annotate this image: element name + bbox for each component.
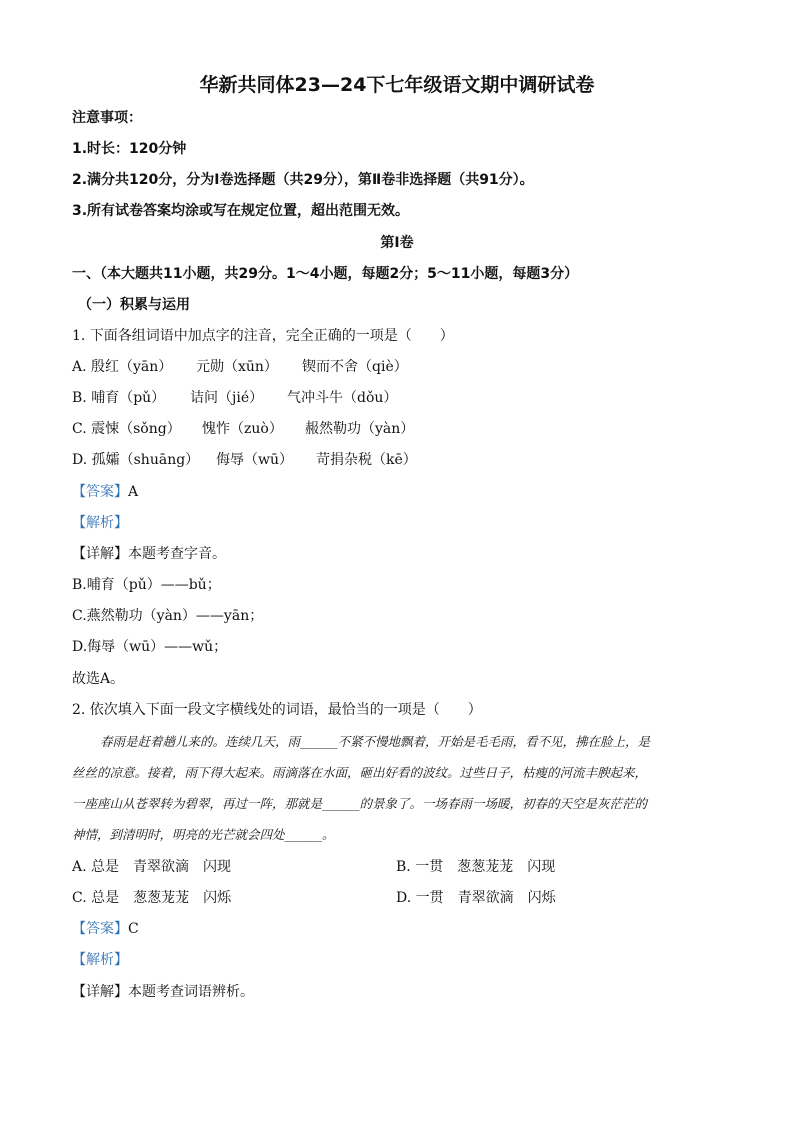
notice-item-1: 1.时长：120分钟 xyxy=(72,141,187,157)
q2-analysis xyxy=(72,950,128,970)
q1-d-word-3: 苛捐杂税（kē） xyxy=(316,452,417,468)
detail-tag: 【详解】 xyxy=(72,984,128,1000)
answer-tag: 【答案】 xyxy=(72,921,128,937)
q1-analysis xyxy=(72,513,128,533)
q1-c-word-2: 愧怍（zuò） xyxy=(202,421,283,437)
notice-item-2: 2.满分共120分，分为Ⅰ卷选择题（共29分），第Ⅱ卷非选择题（共91分）。 xyxy=(72,172,534,188)
q1-conclusion: 故选A。 xyxy=(72,671,125,687)
q2-answer xyxy=(72,919,139,939)
q1-answer xyxy=(72,482,138,502)
q2-option-d: D. 一贯 青翠欲滴 闪烁 xyxy=(396,890,556,906)
section-title: 第Ⅰ卷 xyxy=(380,235,414,251)
q2-passage-line-1: 春雨是赶着趟儿来的。连续几天，雨______不紧不慢地飘着，开始是毛毛雨，看不见，拂在脸上，是 xyxy=(100,734,651,749)
detail-text: 本题考查字音。 xyxy=(128,546,226,562)
notice-heading: 注意事项： xyxy=(72,110,142,126)
q1-detail xyxy=(72,544,226,564)
q2-passage-line-2: 丝丝的凉意。接着，雨下得大起来。雨滴落在水面，砸出好看的波纹。过些日子，枯瘦的河流丰腴起来， xyxy=(72,765,648,780)
q1-c-word-3: 赧然勒功（yàn） xyxy=(305,421,415,437)
answer-tag: 【答案】 xyxy=(72,484,128,500)
analysis-tag: 【解析】 xyxy=(72,952,128,968)
q2-option-a: A. 总是 青翠欲滴 闪现 xyxy=(72,859,232,875)
q1-c-word-1: C. 震悚（sǒng） xyxy=(72,421,181,437)
q1-explanation-c: C.燕然勒功（yàn）——yān； xyxy=(72,608,264,624)
q1-b-word-3: 气冲斗牛（dǒu） xyxy=(287,390,398,406)
q2-option-b: B. 一贯 葱葱茏茏 闪现 xyxy=(396,859,556,875)
answer-value: C xyxy=(128,921,139,937)
detail-text: 本题考查词语辨析。 xyxy=(128,984,254,1000)
answer-value: A xyxy=(128,484,139,500)
q1-d-word-1: D. 孤孀（shuāng） xyxy=(72,452,200,468)
q1-a-word-2: 元勋（xūn） xyxy=(196,359,278,375)
part-header: 一、（本大题共11小题，共29分。1～4小题，每题2分；5～11小题，每题3分） xyxy=(72,266,579,282)
detail-tag: 【详解】 xyxy=(72,546,128,562)
q1-b-word-1: B. 哺育（pǔ） xyxy=(72,390,166,406)
q2-passage-line-3: 一座座山从苍翠转为碧翠，再过一阵，那就是______的景象了。一场春雨一场暖，初春的天空是灰茫茫的 xyxy=(72,796,648,811)
q1-a-word-3: 锲而不舍（qiè） xyxy=(302,359,408,375)
q1-d-word-2: 侮辱（wū） xyxy=(216,452,293,468)
subsection-title: （一）积累与运用 xyxy=(78,297,190,313)
q2-option-c: C. 总是 葱葱茏茏 闪烁 xyxy=(72,890,232,906)
q1-explanation-d: D.侮辱（wū）——wǔ； xyxy=(72,639,228,655)
notice-item-3: 3.所有试卷答案均涂或写在规定位置，超出范围无效。 xyxy=(72,203,410,219)
q1-explanation-b: B.哺育（pǔ）——bǔ； xyxy=(72,577,221,593)
q1-a-word-1: A. 殷红（yān） xyxy=(72,359,173,375)
q1-stem: 1. 下面各组词语中加点字的注音，完全正确的一项是（ ） xyxy=(72,328,454,344)
analysis-tag: 【解析】 xyxy=(72,515,128,531)
q2-passage-line-4: 神情，到清明时，明亮的光芒就会四处______。 xyxy=(72,827,335,842)
q2-stem: 2. 依次填入下面一段文字横线处的词语，最恰当的一项是（ ） xyxy=(72,702,482,718)
q1-b-word-2: 诘问（jié） xyxy=(190,390,264,406)
page-title: 华新共同体23—24下七年级语文期中调研试卷 xyxy=(199,74,595,96)
q2-detail xyxy=(72,982,254,1002)
